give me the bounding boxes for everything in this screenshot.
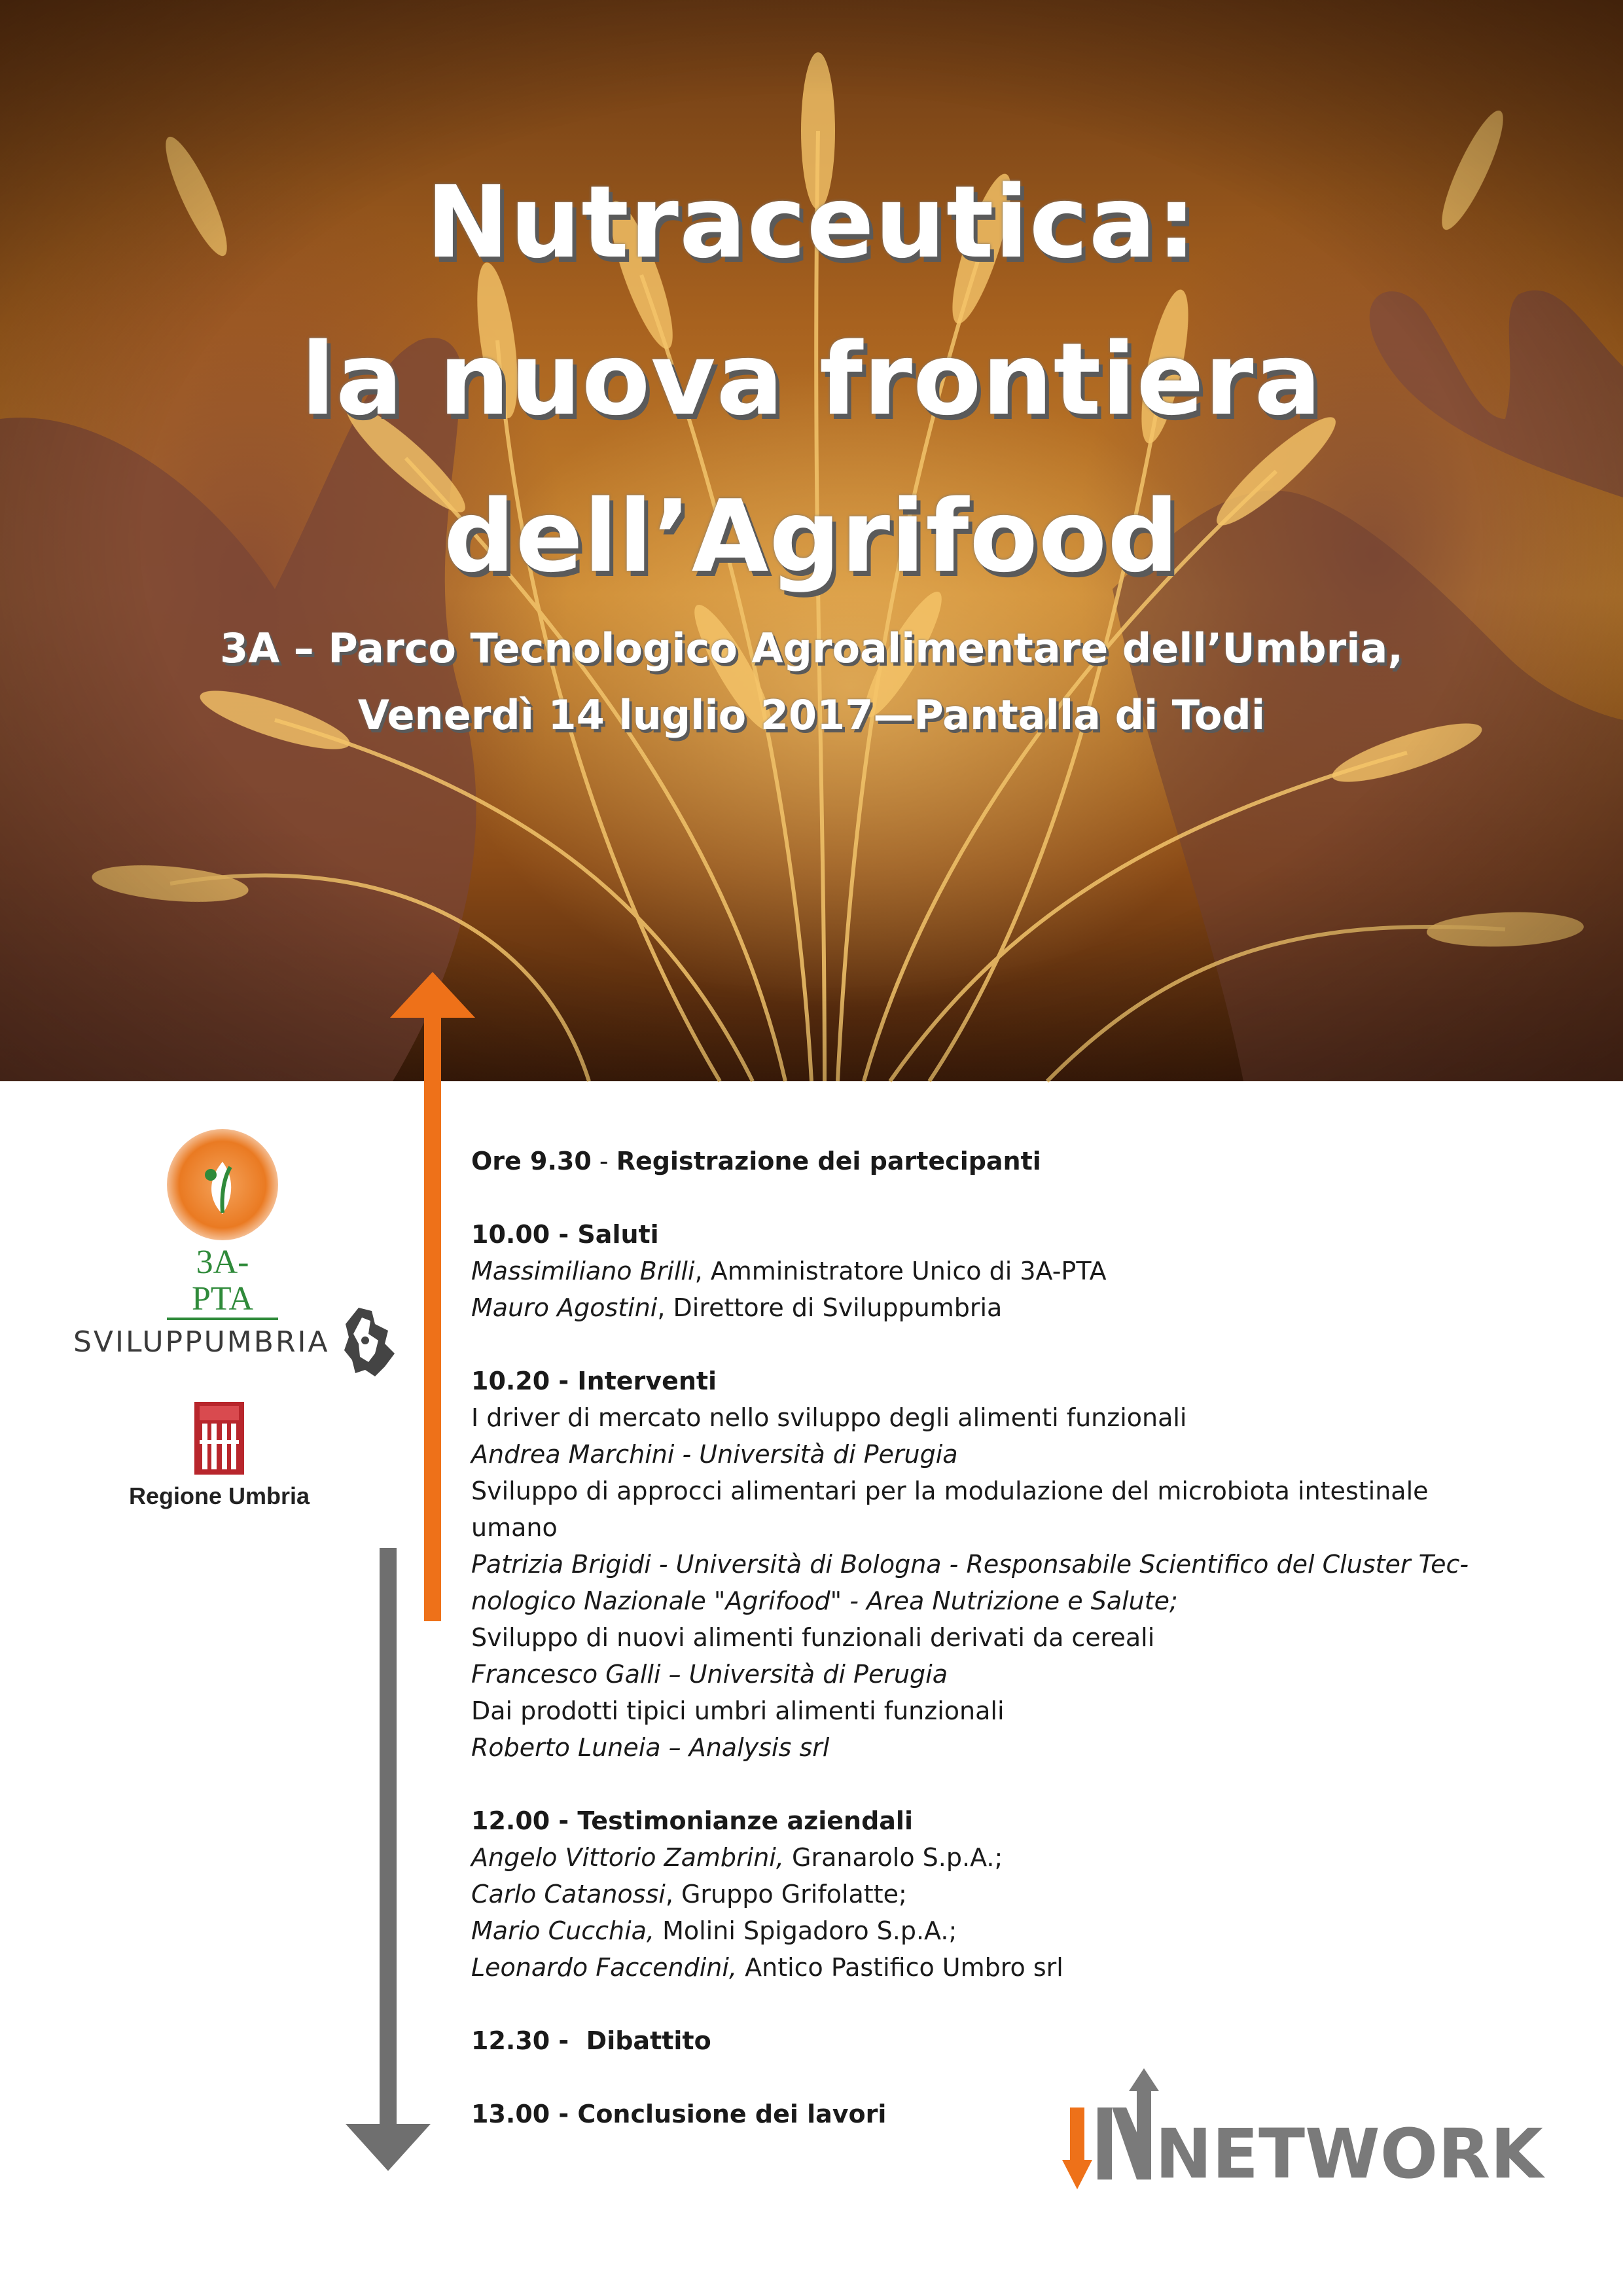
testimonial-3: [471, 1912, 1466, 1949]
talk-title-4: Dai prodotti tipici umbri alimenti funzionali: [471, 1696, 1005, 1725]
dibattito-heading: 12.30 - Dibattito: [471, 2026, 711, 2055]
conclusione-heading: 13.00 - Conclusione dei lavori: [471, 2100, 887, 2128]
speaker-role: , Direttore di Sviluppumbria: [657, 1293, 1003, 1322]
talk-title-3: Sviluppo di nuovi alimenti funzionali derivati da cereali: [471, 1623, 1155, 1652]
saluti-speaker-2: [471, 1289, 1466, 1326]
logo-sviluppumbria: [73, 1302, 398, 1381]
testimonial-name: Mario Cucchia,: [471, 1916, 654, 1945]
saluti-heading: 10.00 - Saluti: [471, 1220, 659, 1249]
speaker-name: Mauro Agostini: [471, 1293, 658, 1322]
talk-title-1: I driver di mercato nello sviluppo degli alimenti funzionali: [471, 1403, 1187, 1432]
program-registration: [471, 1143, 1466, 1179]
hero-subtitle-line2: Venerdì 14 luglio 2017—Pantalla di Todi: [357, 691, 1266, 739]
registration-label: Registrazione dei partecipanti: [616, 1147, 1041, 1175]
saluti-speaker-1: [471, 1253, 1466, 1289]
speaker-role: , Amministratore Unico di 3A-PTA: [694, 1257, 1107, 1285]
umbria-map-icon: [339, 1304, 398, 1380]
regione-umbria-logo-text: Regione Umbria: [128, 1482, 310, 1509]
regione-umbria-crest-icon: [193, 1401, 245, 1476]
grey-arrow-shaft: [380, 1548, 397, 2130]
innetwork-logo-icon: [1057, 2068, 1543, 2199]
speaker-name: Massimiliano Brilli: [471, 1257, 695, 1285]
hero-title-line2: la nuova frontiera: [300, 321, 1323, 437]
testimonial-org: , Gruppo Grifolatte;: [665, 1880, 907, 1909]
registration-time: Ore 9.30: [471, 1147, 592, 1175]
talk-author-1: Andrea Marchini - Università di Perugia: [471, 1440, 958, 1469]
orange-arrow-shaft: [424, 1008, 441, 1621]
talk-author-2a: Patrizia Brigidi - Università di Bologna - Responsabile Scientifico del Cluster Tec-: [471, 1550, 1469, 1579]
talk-author-3: Francesco Galli – Università di Perugia: [471, 1660, 948, 1689]
registration-separator: -: [591, 1147, 616, 1175]
testimonial-1: [471, 1839, 1466, 1876]
logo-3a-pta: [167, 1129, 278, 1320]
hero-banner: [0, 0, 1623, 1081]
talk-author-2b: nologico Nazionale "Agrifood" - Area Nutrizione e Salute;: [471, 1587, 1178, 1615]
talk-title-2a: Sviluppo di approcci alimentari per la modulazione del microbiota intestinale: [471, 1477, 1429, 1505]
hero-subtitle-line1: 3A – Parco Tecnologico Agroalimentare dell’Umbria,: [220, 624, 1403, 672]
testimonial-org: Granarolo S.p.A.;: [783, 1843, 1003, 1872]
logo-regione-umbria: [118, 1401, 321, 1510]
talk-title-2b: umano: [471, 1513, 558, 1542]
testimonial-name: Angelo Vittorio Zambrini,: [471, 1843, 784, 1872]
interventi-heading: 10.20 - Interventi: [471, 1367, 717, 1395]
grey-arrow-down-icon: [346, 2124, 431, 2171]
logo-innetwork: [1057, 2068, 1543, 2199]
talk-author-4: Roberto Luneia – Analysis srl: [471, 1733, 830, 1762]
hero-title-block: [0, 144, 1623, 749]
testimonial-2: [471, 1876, 1466, 1912]
hero-title-line3: dell’Agrifood: [443, 478, 1180, 594]
testimonial-org: Molini Spigadoro S.p.A.;: [654, 1916, 957, 1945]
testimonial-name: Leonardo Faccendini,: [471, 1953, 738, 1982]
innetwork-logo-text: NETWORK: [1155, 2114, 1543, 2194]
testimonial-name: Carlo Catanossi: [471, 1880, 666, 1909]
hero-title-line1: Nutraceutica:: [425, 164, 1198, 280]
3a-pta-emblem-icon: [167, 1129, 278, 1240]
testimonial-org: Antico Pastifico Umbro srl: [737, 1953, 1063, 1982]
testimonianze-heading: 12.00 - Testimonianze aziendali: [471, 1806, 913, 1835]
event-program: [471, 1143, 1469, 2132]
3a-pta-logo-text: 3A-PTA: [167, 1244, 278, 1320]
sviluppumbria-logo-text: SVILUPPUMBRIA: [73, 1325, 330, 1359]
testimonial-4: [471, 1949, 1466, 1986]
